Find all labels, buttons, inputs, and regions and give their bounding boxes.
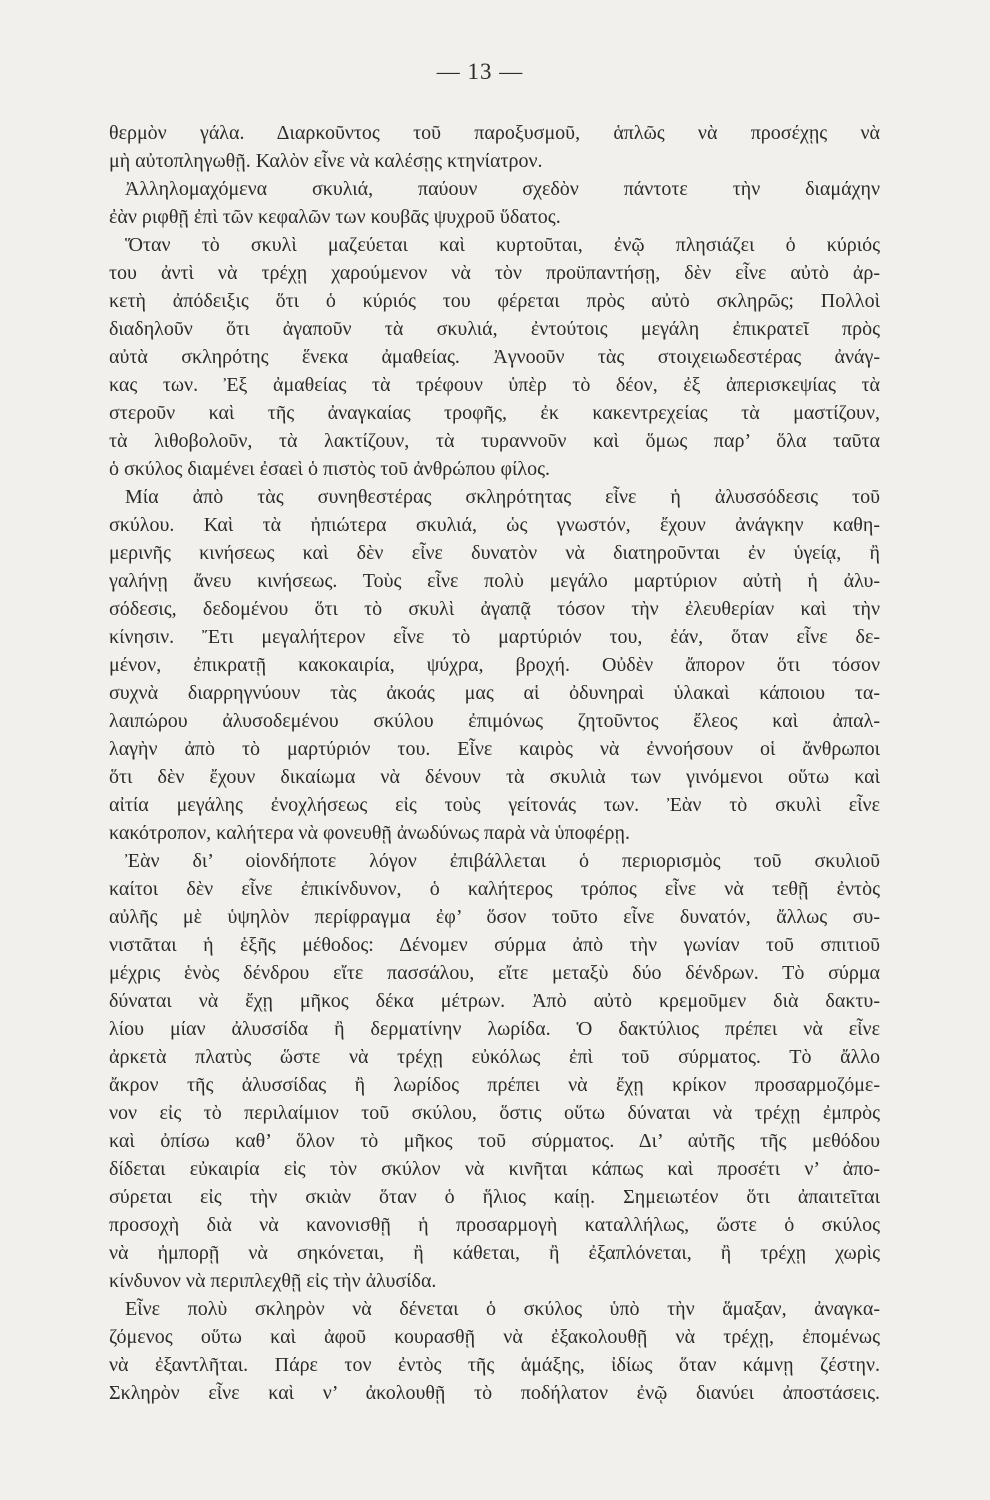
text-line: μὴ αὐτοπληγωθῇ. Καλὸν εἶνε νὰ καλέσῃς κτηνίατρον. [109, 150, 543, 172]
text-line: Ὅταν τὸ σκυλὶ μαζεύεται καὶ κυρτοῦται, ἐνῷ πλησιάζει ὁ κύριός [125, 234, 880, 256]
page-number: — 13 — [436, 59, 524, 84]
text-line: τὰ λιθοβολοῦν, τὰ λακτίζουν, τὰ τυραννοῦν καὶ ὅμως παρ’ ὅλα ταῦτα [109, 430, 880, 452]
text-line: καὶ ὀπίσω καθ’ ὅλον τὸ μῆκος τοῦ σύρματος. Δι’ αὐτῆς τῆς μεθόδου [109, 1130, 880, 1152]
text-line: του ἀντὶ νὰ τρέχῃ χαρούμενον νὰ τὸν προϋπαντήσῃ, δὲν εἶνε αὐτὸ ἀρ- [109, 262, 880, 284]
text-line: στεροῦν καὶ τῆς ἀναγκαίας τροφῆς, ἐκ κακεντρεχείας τὰ μαστίζουν, [109, 402, 880, 424]
text-line: σκύλου. Καὶ τὰ ἠπιώτερα σκυλιά, ὡς γνωστόν, ἔχουν ἀνάγκην καθη- [109, 514, 880, 536]
text-line: κίνδυνον νὰ περιπλεχθῇ εἰς τὴν ἀλυσίδα. [109, 1270, 437, 1292]
text-line: κας των. Ἐξ ἀμαθείας τὰ τρέφουν ὑπὲρ τὸ δέον, ἐξ ἀπερισκεψίας τὰ [109, 374, 880, 396]
text-line: Εἶνε πολὺ σκληρὸν νὰ δένεται ὁ σκύλος ὑπὸ τὴν ἅμαξαν, ἀναγκα- [125, 1298, 880, 1320]
text-line: προσοχὴ διὰ νὰ κανονισθῇ ἡ προσαρμογὴ καταλλήλως, ὥστε ὁ σκύλος [109, 1214, 880, 1236]
text-line: αὐλῆς μὲ ὑψηλὸν περίφραγμα ἐφ’ ὅσον τοῦτο εἶνε δυνατόν, ἄλλως συ- [109, 906, 880, 928]
text-line: ζόμενος οὕτω καὶ ἀφοῦ κουρασθῇ νὰ ἐξακολουθῇ νὰ τρέχῃ, ἐπομένως [109, 1326, 880, 1348]
text-line: νὰ ἐξαντλῆται. Πάρε τον ἐντὸς τῆς ἁμάξης, ἰδίως ὅταν κάμνῃ ζέστην. [109, 1354, 880, 1376]
text-line: καίτοι δὲν εἶνε ἐπικίνδυνον, ὁ καλήτερος τρόπος εἶνε νὰ τεθῇ ἐντὸς [109, 878, 880, 900]
text-line: ἀρκετὰ πλατὺς ὥστε νὰ τρέχῃ εὐκόλως ἐπὶ τοῦ σύρματος. Τὸ ἄλλο [109, 1046, 880, 1068]
text-line: αἰτία μεγάλης ἐνοχλήσεως εἰς τοὺς γείτονάς των. Ἐὰν τὸ σκυλὶ εἶνε [109, 794, 880, 816]
text-line: ὁ σκύλος διαμένει ἐσαεὶ ὁ πιστὸς τοῦ ἀνθρώπου φίλος. [109, 458, 550, 480]
text-line: λίου μίαν ἀλυσσίδα ἢ δερματίνην λωρίδα. Ὁ δακτύλιος πρέπει νὰ εἶνε [109, 1018, 880, 1040]
text-line: Σκληρὸν εἶνε καὶ ν’ ἀκολουθῇ τὸ ποδήλατον ἐνῷ διανύει ἀποστάσεις. [109, 1382, 880, 1404]
text-line: λαγὴν ἀπὸ τὸ μαρτύριόν του. Εἶνε καιρὸς νὰ ἐννοήσουν οἱ ἄνθρωποι [109, 738, 880, 760]
text-line: Ἐὰν δι’ οἱονδήποτε λόγον ἐπιβάλλεται ὁ περιορισμὸς τοῦ σκυλιοῦ [125, 850, 880, 872]
text-line: μένον, ἐπικρατῇ κακοκαιρία, ψύχρα, βροχή. Οὐδὲν ἄπορον ὅτι τόσον [109, 654, 880, 676]
text-line: θερμὸν γάλα. Διαρκοῦντος τοῦ παροξυσμοῦ, ἁπλῶς νὰ προσέχῃς νὰ [109, 122, 880, 144]
text-line: κίνησιν. Ἔτι μεγαλήτερον εἶνε τὸ μαρτύριόν του, ἐάν, ὅταν εἶνε δε- [109, 626, 880, 648]
text-line: νιστᾶται ἡ ἑξῆς μέθοδος: Δένομεν σύρμα ἀπὸ τὴν γωνίαν τοῦ σπιτιοῦ [109, 934, 880, 956]
text-line: μερινῆς κινήσεως καὶ δὲν εἶνε δυνατὸν νὰ διατηροῦνται ἐν ὑγείᾳ, ἢ [109, 542, 880, 564]
body-text [109, 119, 880, 1407]
text-line: ἄκρον τῆς ἀλυσσίδας ἢ λωρίδος πρέπει νὰ ἔχῃ κρίκον προσαρμοζόμε- [109, 1074, 880, 1096]
text-line: διαδηλοῦν ὅτι ἀγαποῦν τὰ σκυλιά, ἐντούτοις μεγάλη ἐπικρατεῖ πρὸς [109, 318, 880, 340]
text-line: ἐὰν ριφθῇ ἐπὶ τῶν κεφαλῶν των κουβᾶς ψυχροῦ ὕδατος. [109, 206, 561, 228]
text-line: κακότροπον, καλήτερα νὰ φονευθῇ ἀνωδύνως παρὰ νὰ ὑποφέρῃ. [109, 822, 630, 844]
text-line: σόδεσις, δεδομένου ὅτι τὸ σκυλὶ ἀγαπᾷ τόσον τὴν ἐλευθερίαν καὶ τὴν [109, 598, 880, 620]
text-line: γαλήνῃ ἄνευ κινήσεως. Τοὺς εἶνε πολὺ μεγάλο μαρτύριον αὐτὴ ἡ ἀλυ- [109, 570, 880, 592]
text-line: νον εἰς τὸ περιλαίμιον τοῦ σκύλου, ὅστις οὕτω δύναται νὰ τρέχῃ ἐμπρὸς [109, 1102, 880, 1124]
text-line: συχνὰ διαρρηγνύουν τὰς ἀκοάς μας αἱ ὀδυνηραὶ ὑλακαὶ κάποιου τα- [109, 682, 880, 704]
text-line: λαιπώρου ἀλυσοδεμένου σκύλου ἐπιμόνως ζητοῦντος ἔλεος καὶ ἀπαλ- [109, 710, 880, 732]
text-line: δύναται νὰ ἔχῃ μῆκος δέκα μέτρων. Ἀπὸ αὐτὸ κρεμοῦμεν διὰ δακτυ- [109, 990, 880, 1012]
text-line: κετὴ ἀπόδειξις ὅτι ὁ κύριός του φέρεται πρὸς αὐτὸ σκληρῶς; Πολλοὶ [109, 290, 880, 312]
text-line: αὐτὰ σκληρότης ἕνεκα ἀμαθείας. Ἀγνοοῦν τὰς στοιχειωδεστέρας ἀνάγ- [109, 346, 880, 368]
text-line: ὅτι δὲν ἔχουν δικαίωμα νὰ δένουν τὰ σκυλιὰ των γινόμενοι οὕτω καὶ [109, 766, 880, 788]
text-line: σύρεται εἰς τὴν σκιὰν ὅταν ὁ ἥλιος καίῃ. Σημειωτέον ὅτι ἀπαιτεῖται [109, 1186, 880, 1208]
text-line: μέχρις ἑνὸς δένδρου εἴτε πασσάλου, εἴτε μεταξὺ δύο δένδρων. Τὸ σύρμα [109, 962, 880, 984]
text-line: Μία ἀπὸ τὰς συνηθεστέρας σκληρότητας εἶνε ἡ ἀλυσσόδεσις τοῦ [125, 486, 880, 508]
text-line: νὰ ἠμπορῇ νὰ σηκόνεται, ἢ κάθεται, ἢ ἐξαπλόνεται, ἢ τρέχῃ χωρὶς [109, 1242, 880, 1264]
text-line: δίδεται εὐκαιρία εἰς τὸν σκύλον νὰ κινῆται κάπως καὶ προσέτι ν’ ἀπο- [109, 1158, 880, 1180]
text-line: Ἀλληλομαχόμενα σκυλιά, παύουν σχεδὸν πάντοτε τὴν διαμάχην [125, 178, 880, 200]
